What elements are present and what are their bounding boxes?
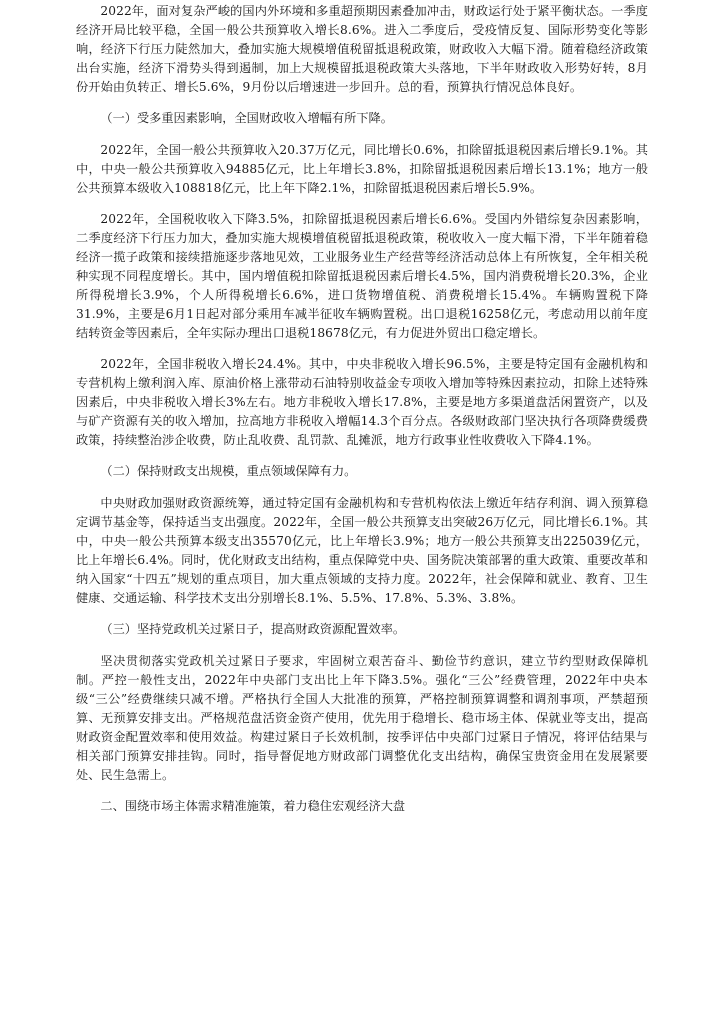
section-heading-austerity: （三）坚持党政机关过紧日子，提高财政资源配置效率。: [100, 622, 406, 636]
paragraph-expenditure: 中央财政加强财政资源统筹，通过特定国有金融机构和专营机构依法上缴近年结存利润、调入预算稳定调节基金等，保持适当支出强度。2022年，全国一般公共预算支出突破26万亿元，同比增长6.1%。其中，中央一般公共预算本级支出35570亿元，比上年增长3.9%；地方一般公共预算支出225039亿元，比上年增长6.4%。同时，优化财政支出结构，重点保障党中央、国务院决策部署的重大政策、重要改革和纳入国家“十四五”规划的重点项目，加大重点领域的支持力度。2022年，社会保障和就业、教育、卫生健康、交通运输、科学技术支出分别增长8.1%、5.5%、17.8%、5.3%、3.8%。: [76, 496, 649, 605]
section-heading-expenditure: （二）保持财政支出规模，重点领域保障有力。: [100, 464, 357, 478]
paragraph-tax-revenue: 2022年，全国税收收入下降3.5%，扣除留抵退税因素后增长6.6%。受国内外错综复杂因素影响，二季度经济下行压力加大，叠加实施大规模增值税留抵退税政策，税收收入一度大幅下滑，下半年随着稳经济一揽子政策和接续措施逐步落地见效，工业服务业生产经营等经济活动总体上有所恢复，全年相关税种实现不同程度增长。其中，国内增值税扣除留抵退税因素后增长4.5%，国内消费税增长20.3%，企业所得税增长3.9%，个人所得税增长6.6%，进口货物增值税、消费税增长15.4%。车辆购置税下降31.9%，主要是6月1日起对部分乘用车减半征收车辆购置税。出口退税16258亿元，考虑动用以前年度结转资金等因素后，全年实际办理出口退税18678亿元，有力促进外贸出口稳定增长。: [76, 212, 648, 340]
chapter-heading-market-entities: 二、围绕市场主体需求精准施策，着力稳住宏观经济大盘: [100, 799, 406, 813]
paragraph-fiscal-overview: 2022年，面对复杂严峻的国内外环境和多重超预期因素叠加冲击，财政运行处于紧平衡状态。一季度经济开局比较平稳，全国一般公共预算收入增长8.6%。进入二季度后，受疫情反复、国际形势变化等影响，经济下行压力陡然加大，叠加实施大规模增值税留抵退税政策，财政收入大幅下滑。随着稳经济政策出台实施，经济下滑势头得到遏制，加上大规模留抵退税政策大头落地，下半年财政收入形势好转，8月份开始由负转正、增长5.6%，9月份以后增速进一步回升。总的看，预算执行情况总体良好。: [76, 4, 648, 94]
document-page: [76, 0, 648, 816]
paragraph-general-budget-revenue: 2022年，全国一般公共预算收入20.37万亿元，同比增长0.6%，扣除留抵退税因素后增长9.1%。其中，中央一般公共预算收入94885亿元，比上年增长3.8%，扣除留抵退税因素后增长13.1%；地方一般公共预算本级收入108818亿元，比上年下降2.1%，扣除留抵退税因素后增长5.9%。: [76, 143, 648, 195]
paragraph-austerity: 坚决贯彻落实党政机关过紧日子要求，牢固树立艰苦奋斗、勤俭节约意识，建立节约型财政保障机制。严控一般性支出，2022年中央部门支出比上年下降3.5%。强化“三公”经费管理，2022年中央本级“三公”经费继续只减不增。严格执行全国人大批准的预算，严格控制预算调整和调剂事项，严禁超预算、无预算安排支出。严格规范盘活资金资产使用，优先用于稳增长、稳市场主体、保就业等支出，提高财政资金配置效率和使用效益。构建过紧日子长效机制，按季评估中央部门过紧日子情况，将评估结果与相关部门预算安排挂钩。同时，指导督促地方财政部门调整优化支出结构，确保宝贵资金用在发展紧要处、民生急需上。: [76, 654, 648, 782]
paragraph-non-tax-revenue: 2022年，全国非税收入增长24.4%。其中，中央非税收入增长96.5%，主要是特定国有金融机构和专营机构上缴利润入库、原油价格上涨带动石油特别收益金专项收入增加等特殊因素拉动，扣除上述特殊因素后，中央非税收入增长3%左右。地方非税收入增长17.8%，主要是地方多渠道盘活闲置资产，以及与矿产资源有关的收入增加，拉高地方非税收入增幅14.3个百分点。各级财政部门坚决执行各项降费缓费政策，持续整治涉企收费，防止乱收费、乱罚款、乱摊派，地方行政事业性收费收入下降4.1%。: [76, 357, 648, 447]
section-heading-revenue: （一）受多重因素影响，全国财政收入增幅有所下降。: [100, 111, 393, 125]
